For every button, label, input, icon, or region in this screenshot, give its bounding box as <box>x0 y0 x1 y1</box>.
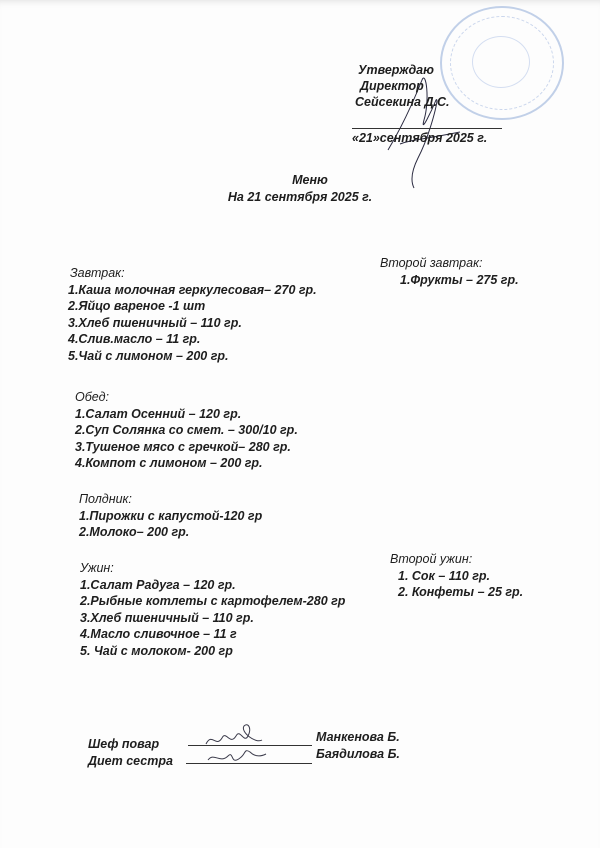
title-line-2: На 21 сентября 2025 г. <box>227 190 373 204</box>
menu-item: 3.Тушеное мясо с гречкой– 280 гр. <box>75 439 291 454</box>
approval-signature-rule <box>352 128 502 129</box>
signature-role: Шеф повар <box>88 737 160 751</box>
menu-item: 3.Хлеб пшеничный – 110 гр. <box>80 610 254 625</box>
section-heading: Завтрак: <box>70 266 125 280</box>
signature-roles <box>88 736 173 769</box>
menu-item: 2. Конфеты – 25 гр. <box>398 585 524 599</box>
breakfast-section <box>70 265 317 364</box>
section-heading: Ужин: <box>80 561 114 575</box>
approval-line: Утверждаю <box>358 63 434 77</box>
menu-item: 4.Масло сливочное – 11 г <box>80 627 237 641</box>
menu-item: 1.Салат Радуга – 120 гр. <box>80 577 236 592</box>
menu-item: 5. Чай с молоком- 200 гр <box>80 643 233 658</box>
section-heading: Второй ужин: <box>390 552 473 566</box>
lunch-section <box>75 389 298 472</box>
menu-item: 1.Фрукты – 275 гр. <box>400 272 519 287</box>
section-heading: Полдник: <box>79 492 132 506</box>
second-dinner-section <box>390 551 523 601</box>
menu-item: 4.Слив.масло – 11 гр. <box>68 332 201 346</box>
menu-item: 2.Рыбные котлеты с картофелем-280 гр <box>80 594 346 608</box>
menu-item: 1.Каша молочная геркулесовая– 270 гр. <box>68 282 317 297</box>
signature-names <box>316 729 400 762</box>
menu-item: 3.Хлеб пшеничный – 110 гр. <box>68 315 242 330</box>
approval-date: «21»сентября 2025 г. <box>352 131 488 145</box>
menu-item: 1.Салат Осенний – 120 гр. <box>75 406 242 421</box>
menu-item: 2.Молоко– 200 гр. <box>79 525 190 539</box>
menu-item: 5.Чай с лимоном – 200 гр. <box>68 348 229 363</box>
signature-name: Баядилова Б. <box>316 746 400 761</box>
second-breakfast-section <box>380 255 519 288</box>
chef-signature <box>200 718 280 768</box>
signature-role: Диет сестра <box>88 753 173 768</box>
menu-item: 2.Суп Солянка со смет. – 300/10 гр. <box>75 423 298 437</box>
approval-line: Сейсекина Д.С. <box>355 95 450 109</box>
snack-section <box>79 491 262 541</box>
approval-line: Директор <box>360 79 424 93</box>
menu-item: 1.Пирожки с капустой-120 гр <box>79 508 263 523</box>
dinner-section <box>80 560 345 659</box>
menu-item: 1. Сок – 110 гр. <box>398 568 490 583</box>
approval-block <box>355 62 450 110</box>
menu-item: 4.Компот с лимоном – 200 гр. <box>75 456 263 470</box>
signature-name: Манкенова Б. <box>316 730 400 744</box>
menu-item: 2.Яйцо вареное -1 шт <box>68 299 206 313</box>
menu-title <box>0 172 600 206</box>
title-line-1: Меню <box>292 173 328 187</box>
section-heading: Второй завтрак: <box>380 256 483 270</box>
section-heading: Обед: <box>75 390 109 404</box>
